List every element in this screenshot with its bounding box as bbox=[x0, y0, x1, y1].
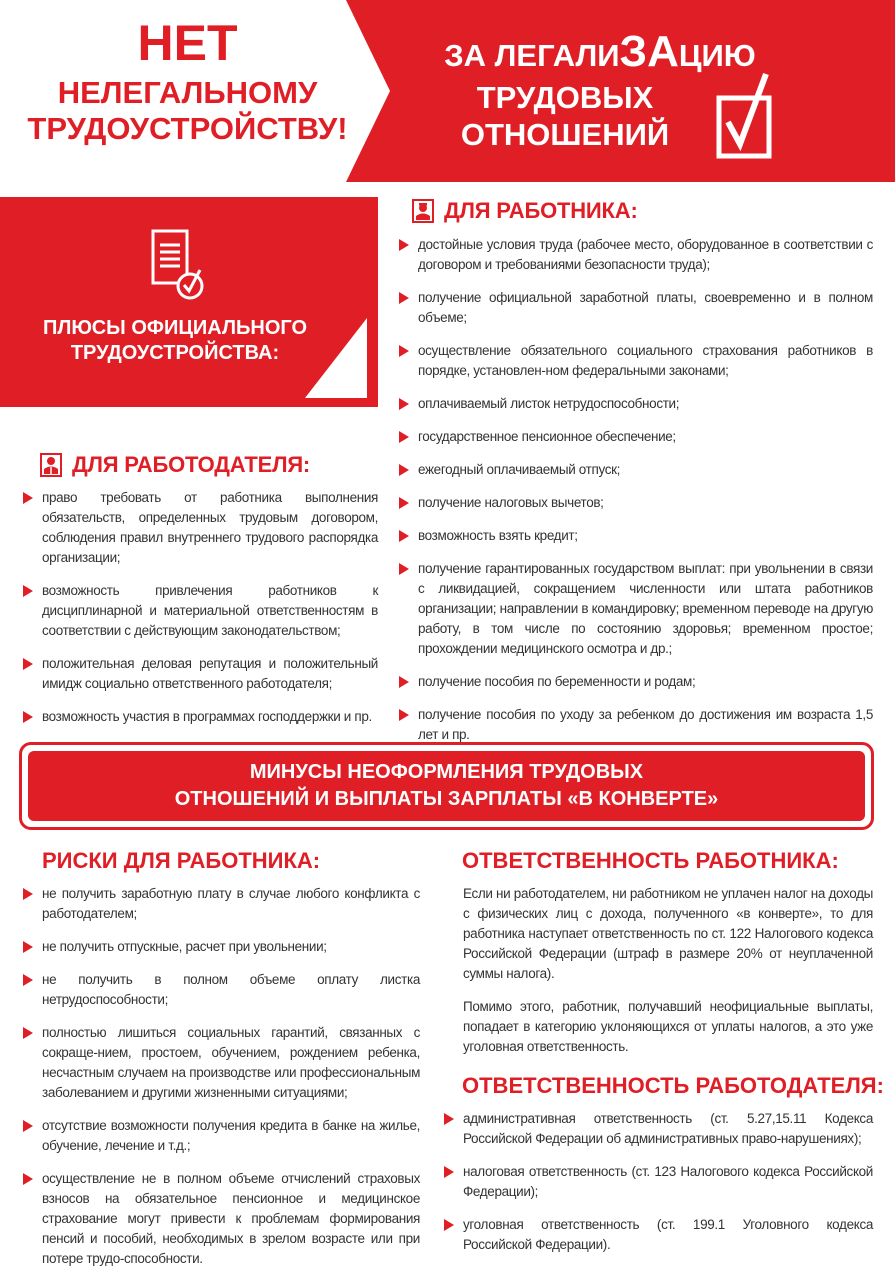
list-item: административная ответственность (ст. 5.27,15.11 Кодекса Российской Федерации об административных право-нарушениях); bbox=[443, 1109, 873, 1149]
list-item: достойные условия труда (рабочее место, оборудованное в соответствии с договором и требованиями безопасности труда); bbox=[398, 235, 873, 275]
bullet-arrow-icon bbox=[444, 1166, 454, 1178]
risks-worker-list bbox=[22, 884, 420, 1282]
list-item: получение официальной заработной платы, своевременно и в полном объеме; bbox=[398, 288, 873, 328]
list-item: государственное пенсионное обеспечение; bbox=[398, 427, 873, 447]
bullet-arrow-icon bbox=[23, 1173, 33, 1185]
minus-banner: МИНУСЫ НЕОФОРМЛЕНИЯ ТРУДОВЫХ ОТНОШЕНИЙ И ВЫПЛАТЫ ЗАРПЛАТЫ «В КОНВЕРТЕ» bbox=[28, 751, 865, 821]
title-za-emphasis: ЗА bbox=[619, 27, 679, 76]
bullet-arrow-icon bbox=[399, 530, 409, 542]
list-item: возможность взять кредит; bbox=[398, 526, 873, 546]
header-left-title bbox=[0, 15, 375, 146]
bullet-arrow-icon bbox=[23, 711, 33, 723]
for-worker-heading: ДЛЯ РАБОТНИКА: bbox=[412, 198, 638, 224]
bullet-arrow-icon bbox=[399, 464, 409, 476]
bullet-arrow-icon bbox=[399, 398, 409, 410]
checkbox-checked-icon bbox=[716, 70, 782, 160]
pros-title: ПЛЮСЫ ОФИЦИАЛЬНОГО ТРУДОУСТРОЙСТВА: bbox=[42, 317, 308, 364]
for-employer-list bbox=[22, 488, 378, 740]
responsibility-employer-list bbox=[443, 1109, 873, 1268]
list-item: осуществление обязательного социального страхования работников в порядке, установлен-ном федеральными законами; bbox=[398, 341, 873, 381]
bullet-arrow-icon bbox=[399, 292, 409, 304]
list-item: оплачиваемый листок нетрудоспособности; bbox=[398, 394, 873, 414]
title-nelegalnomu: НЕЛЕГАЛЬНОМУ bbox=[57, 75, 318, 110]
list-item: не получить отпускные, расчет при увольнении; bbox=[22, 937, 420, 957]
bullet-arrow-icon bbox=[23, 1120, 33, 1132]
for-worker-list bbox=[398, 235, 873, 758]
bullet-arrow-icon bbox=[23, 888, 33, 900]
bullet-arrow-icon bbox=[444, 1219, 454, 1231]
risks-worker-heading: РИСКИ ДЛЯ РАБОТНИКА: bbox=[42, 848, 321, 873]
list-item: отсутствие возможности получения кредита в банке на жилье, обучение, лечение и т.д.; bbox=[22, 1116, 420, 1156]
bullet-arrow-icon bbox=[23, 1027, 33, 1039]
person-icon bbox=[412, 199, 434, 223]
bullet-arrow-icon bbox=[399, 431, 409, 443]
list-item: налоговая ответственность (ст. 123 Налогового кодекса Российской Федерации); bbox=[443, 1162, 873, 1202]
bullet-arrow-icon bbox=[23, 585, 33, 597]
title-net: НЕТ bbox=[137, 15, 238, 71]
responsibility-employer-heading: ОТВЕТСТВЕННОСТЬ РАБОТОДАТЕЛЯ: bbox=[462, 1073, 884, 1098]
bullet-arrow-icon bbox=[23, 492, 33, 504]
responsibility-worker-heading: ОТВЕТСТВЕННОСТЬ РАБОТНИКА: bbox=[462, 848, 839, 873]
list-item: не получить в полном объеме оплату листка нетрудоспособности; bbox=[22, 970, 420, 1010]
bullet-arrow-icon bbox=[399, 497, 409, 509]
list-item: уголовная ответственность (ст. 199.1 Уголовного кодекса Российской Федерации). bbox=[443, 1215, 873, 1255]
bullet-arrow-icon bbox=[444, 1113, 454, 1125]
title-otnosheniy: ОТНОШЕНИЙ bbox=[460, 116, 670, 152]
bullet-arrow-icon bbox=[23, 941, 33, 953]
list-item: не получить заработную плату в случае любого конфликта с работодателем; bbox=[22, 884, 420, 924]
list-item: получение гарантированных государством выплат: при увольнении в связи с ликвидацией, сокращением численности или штата работников организации; направлении в командировку; временном переводе на другую работу, в том числе по состоянию здоровья; временном простое; прохождении медицинского осмотра и др.; bbox=[398, 559, 873, 659]
bullet-arrow-icon bbox=[399, 239, 409, 251]
list-item: ежегодный оплачиваемый отпуск; bbox=[398, 460, 873, 480]
paragraph: Если ни работодателем, ни работником не уплачен налог на доходы с физических лиц с дохода, полученного «в конверте», то для работника наступает ответственность по ст. 122 Налогового кодекса Российской Федерации (штраф в размере 20% от неуплаченной суммы налога). bbox=[463, 886, 873, 981]
for-employer-heading: ДЛЯ РАБОТОДАТЕЛЯ: bbox=[40, 452, 310, 478]
list-item: возможность привлечения работников к дисциплинарной и материальной ответственностям в соответствии с действующим законодательством; bbox=[22, 581, 378, 641]
bullet-arrow-icon bbox=[399, 709, 409, 721]
document-check-icon bbox=[150, 228, 206, 306]
list-item: положительная деловая репутация и положительный имидж социально ответственного работодателя; bbox=[22, 654, 378, 694]
responsibility-worker-text bbox=[463, 884, 873, 1070]
paragraph: Помимо этого, работник, получавший неофициальные выплаты, попадает в категорию уклоняющихся от уплаты налогов, а это уже уголовная ответственность. bbox=[463, 999, 873, 1054]
title-legalization: ЗА ЛЕГАЛИЗАЦИЮ bbox=[444, 27, 756, 76]
list-item: возможность участия в программах господдержки и пр. bbox=[22, 707, 378, 727]
person-tie-icon bbox=[40, 453, 62, 477]
list-item: право требовать от работника выполнения обязательств, определенных трудовым договором, соблюдения правил внутреннего трудового распорядка организации; bbox=[22, 488, 378, 568]
list-item: осуществление не в полном объеме отчислений страховых взносов на обязательное пенсионное и медицинское страхование могут привести к проблемам формирования пенсий и пособий, необходимых в зрелом возрасте или при потере трудо-способности. bbox=[22, 1169, 420, 1269]
bullet-arrow-icon bbox=[23, 974, 33, 986]
bullet-arrow-icon bbox=[399, 676, 409, 688]
list-item: получение пособия по уходу за ребенком до достижения им возраста 1,5 лет и пр. bbox=[398, 705, 873, 745]
bullet-arrow-icon bbox=[23, 658, 33, 670]
title-trudoustroystvu: ТРУДОУСТРОЙСТВУ! bbox=[27, 110, 348, 146]
corner-triangle-decoration bbox=[305, 318, 367, 398]
bullet-arrow-icon bbox=[399, 563, 409, 575]
list-item: получение налоговых вычетов; bbox=[398, 493, 873, 513]
title-trudovyh: ТРУДОВЫХ bbox=[476, 79, 654, 115]
list-item: полностью лишиться социальных гарантий, связанных с сокраще-нием, простоем, обучением, рождением ребенка, несчастным случаем на производстве или профессиональным заболеванием и другими жизненными ситуациями; bbox=[22, 1023, 420, 1103]
bullet-arrow-icon bbox=[399, 345, 409, 357]
list-item: получение пособия по беременности и родам; bbox=[398, 672, 873, 692]
